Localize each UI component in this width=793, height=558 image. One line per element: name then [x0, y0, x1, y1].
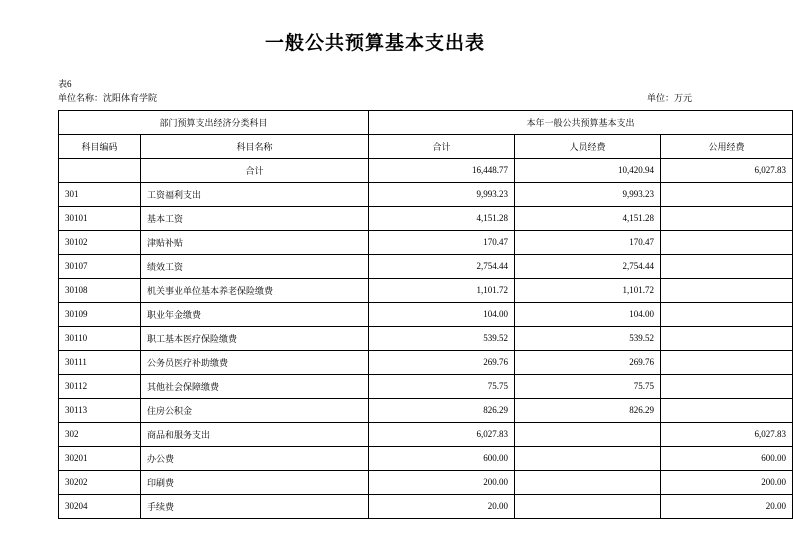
cell-name: 机关事业单位基本养老保险缴费: [141, 278, 369, 302]
document-page: [0, 28, 787, 558]
table-row: [59, 398, 793, 422]
cell-code: 30202: [59, 470, 141, 494]
cell-person: 104.00: [515, 302, 661, 326]
amount-unit: 单位：万元: [646, 93, 692, 104]
cell-public: 20.00: [661, 494, 793, 518]
cell-public: [661, 254, 793, 278]
cell-person: [515, 494, 661, 518]
cell-total: 826.29: [369, 398, 515, 422]
table-body: [59, 110, 793, 518]
cell-total: 9,993.23: [369, 182, 515, 206]
cell-total: 1,101.72: [369, 278, 515, 302]
group-header-right: 本年一般公共预算基本支出: [369, 110, 793, 134]
cell-name: 工资福利支出: [141, 182, 369, 206]
cell-name: 办公费: [141, 446, 369, 470]
table-row: [59, 278, 793, 302]
cell-person: 539.52: [515, 326, 661, 350]
cell-person: [515, 446, 661, 470]
cell-person: [515, 422, 661, 446]
column-header-personnel: 人员经费: [515, 134, 661, 158]
table-row: [59, 182, 793, 206]
cell-total: 75.75: [369, 374, 515, 398]
cell-public: [661, 374, 793, 398]
cell-code: 30109: [59, 302, 141, 326]
cell-public: 6,027.83: [661, 158, 793, 182]
table-row: [59, 422, 793, 446]
cell-name: 公务员医疗补助缴费: [141, 350, 369, 374]
cell-name: 印刷费: [141, 470, 369, 494]
table-row: [59, 206, 793, 230]
cell-public: 600.00: [661, 446, 793, 470]
table-row: [59, 350, 793, 374]
cell-name: 商品和服务支出: [141, 422, 369, 446]
cell-total: 4,151.28: [369, 206, 515, 230]
cell-public: [661, 302, 793, 326]
cell-code: 30113: [59, 398, 141, 422]
cell-name: 津贴补贴: [141, 230, 369, 254]
cell-public: [661, 206, 793, 230]
cell-total: 600.00: [369, 446, 515, 470]
cell-person: [515, 470, 661, 494]
cell-total: 170.47: [369, 230, 515, 254]
cell-public: [661, 278, 793, 302]
cell-total: 6,027.83: [369, 422, 515, 446]
cell-public: [661, 326, 793, 350]
cell-code: 30111: [59, 350, 141, 374]
cell-total: 269.76: [369, 350, 515, 374]
cell-code: 301: [59, 182, 141, 206]
table-column-header-row: [59, 134, 793, 158]
unit-name: 单位名称：沈阳体育学院: [58, 93, 158, 104]
table-row: [59, 158, 793, 182]
cell-public: [661, 230, 793, 254]
cell-name: 职业年金缴费: [141, 302, 369, 326]
cell-person: 1,101.72: [515, 278, 661, 302]
column-header-code: 科目编码: [59, 134, 141, 158]
budget-table: [58, 110, 793, 519]
cell-name: 职工基本医疗保险缴费: [141, 326, 369, 350]
document-meta: [58, 77, 692, 106]
cell-code: 30110: [59, 326, 141, 350]
cell-person: 10,420.94: [515, 158, 661, 182]
table-row: [59, 446, 793, 470]
column-header-name: 科目名称: [141, 134, 369, 158]
table-number: 表6: [58, 79, 72, 89]
cell-name: 基本工资: [141, 206, 369, 230]
cell-person: 75.75: [515, 374, 661, 398]
cell-person: 9,993.23: [515, 182, 661, 206]
cell-name: 绩效工资: [141, 254, 369, 278]
cell-total: 20.00: [369, 494, 515, 518]
cell-person: 826.29: [515, 398, 661, 422]
cell-code: 30101: [59, 206, 141, 230]
cell-person: 170.47: [515, 230, 661, 254]
cell-total: 16,448.77: [369, 158, 515, 182]
cell-public: 6,027.83: [661, 422, 793, 446]
cell-code: 30102: [59, 230, 141, 254]
cell-public: [661, 398, 793, 422]
cell-name: 手续费: [141, 494, 369, 518]
cell-code: [59, 158, 141, 182]
table-row: [59, 230, 793, 254]
cell-code: 302: [59, 422, 141, 446]
cell-code: 30107: [59, 254, 141, 278]
table-group-header-row: [59, 110, 793, 134]
cell-public: [661, 350, 793, 374]
table-row: [59, 302, 793, 326]
cell-name: 住房公积金: [141, 398, 369, 422]
cell-name: 其他社会保障缴费: [141, 374, 369, 398]
cell-code: 30108: [59, 278, 141, 302]
cell-person: 269.76: [515, 350, 661, 374]
column-header-total: 合计: [369, 134, 515, 158]
cell-name: 合计: [141, 158, 369, 182]
cell-public: 200.00: [661, 470, 793, 494]
cell-total: 200.00: [369, 470, 515, 494]
column-header-public: 公用经费: [661, 134, 793, 158]
cell-code: 30204: [59, 494, 141, 518]
cell-total: 539.52: [369, 326, 515, 350]
cell-person: 4,151.28: [515, 206, 661, 230]
cell-total: 104.00: [369, 302, 515, 326]
page-title: 一般公共预算基本支出表: [264, 33, 485, 54]
group-header-left: 部门预算支出经济分类科目: [59, 110, 369, 134]
table-row: [59, 470, 793, 494]
table-row: [59, 374, 793, 398]
cell-public: [661, 182, 793, 206]
cell-code: 30112: [59, 374, 141, 398]
cell-total: 2,754.44: [369, 254, 515, 278]
table-row: [59, 326, 793, 350]
cell-person: 2,754.44: [515, 254, 661, 278]
table-row: [59, 494, 793, 518]
cell-code: 30201: [59, 446, 141, 470]
table-row: [59, 254, 793, 278]
